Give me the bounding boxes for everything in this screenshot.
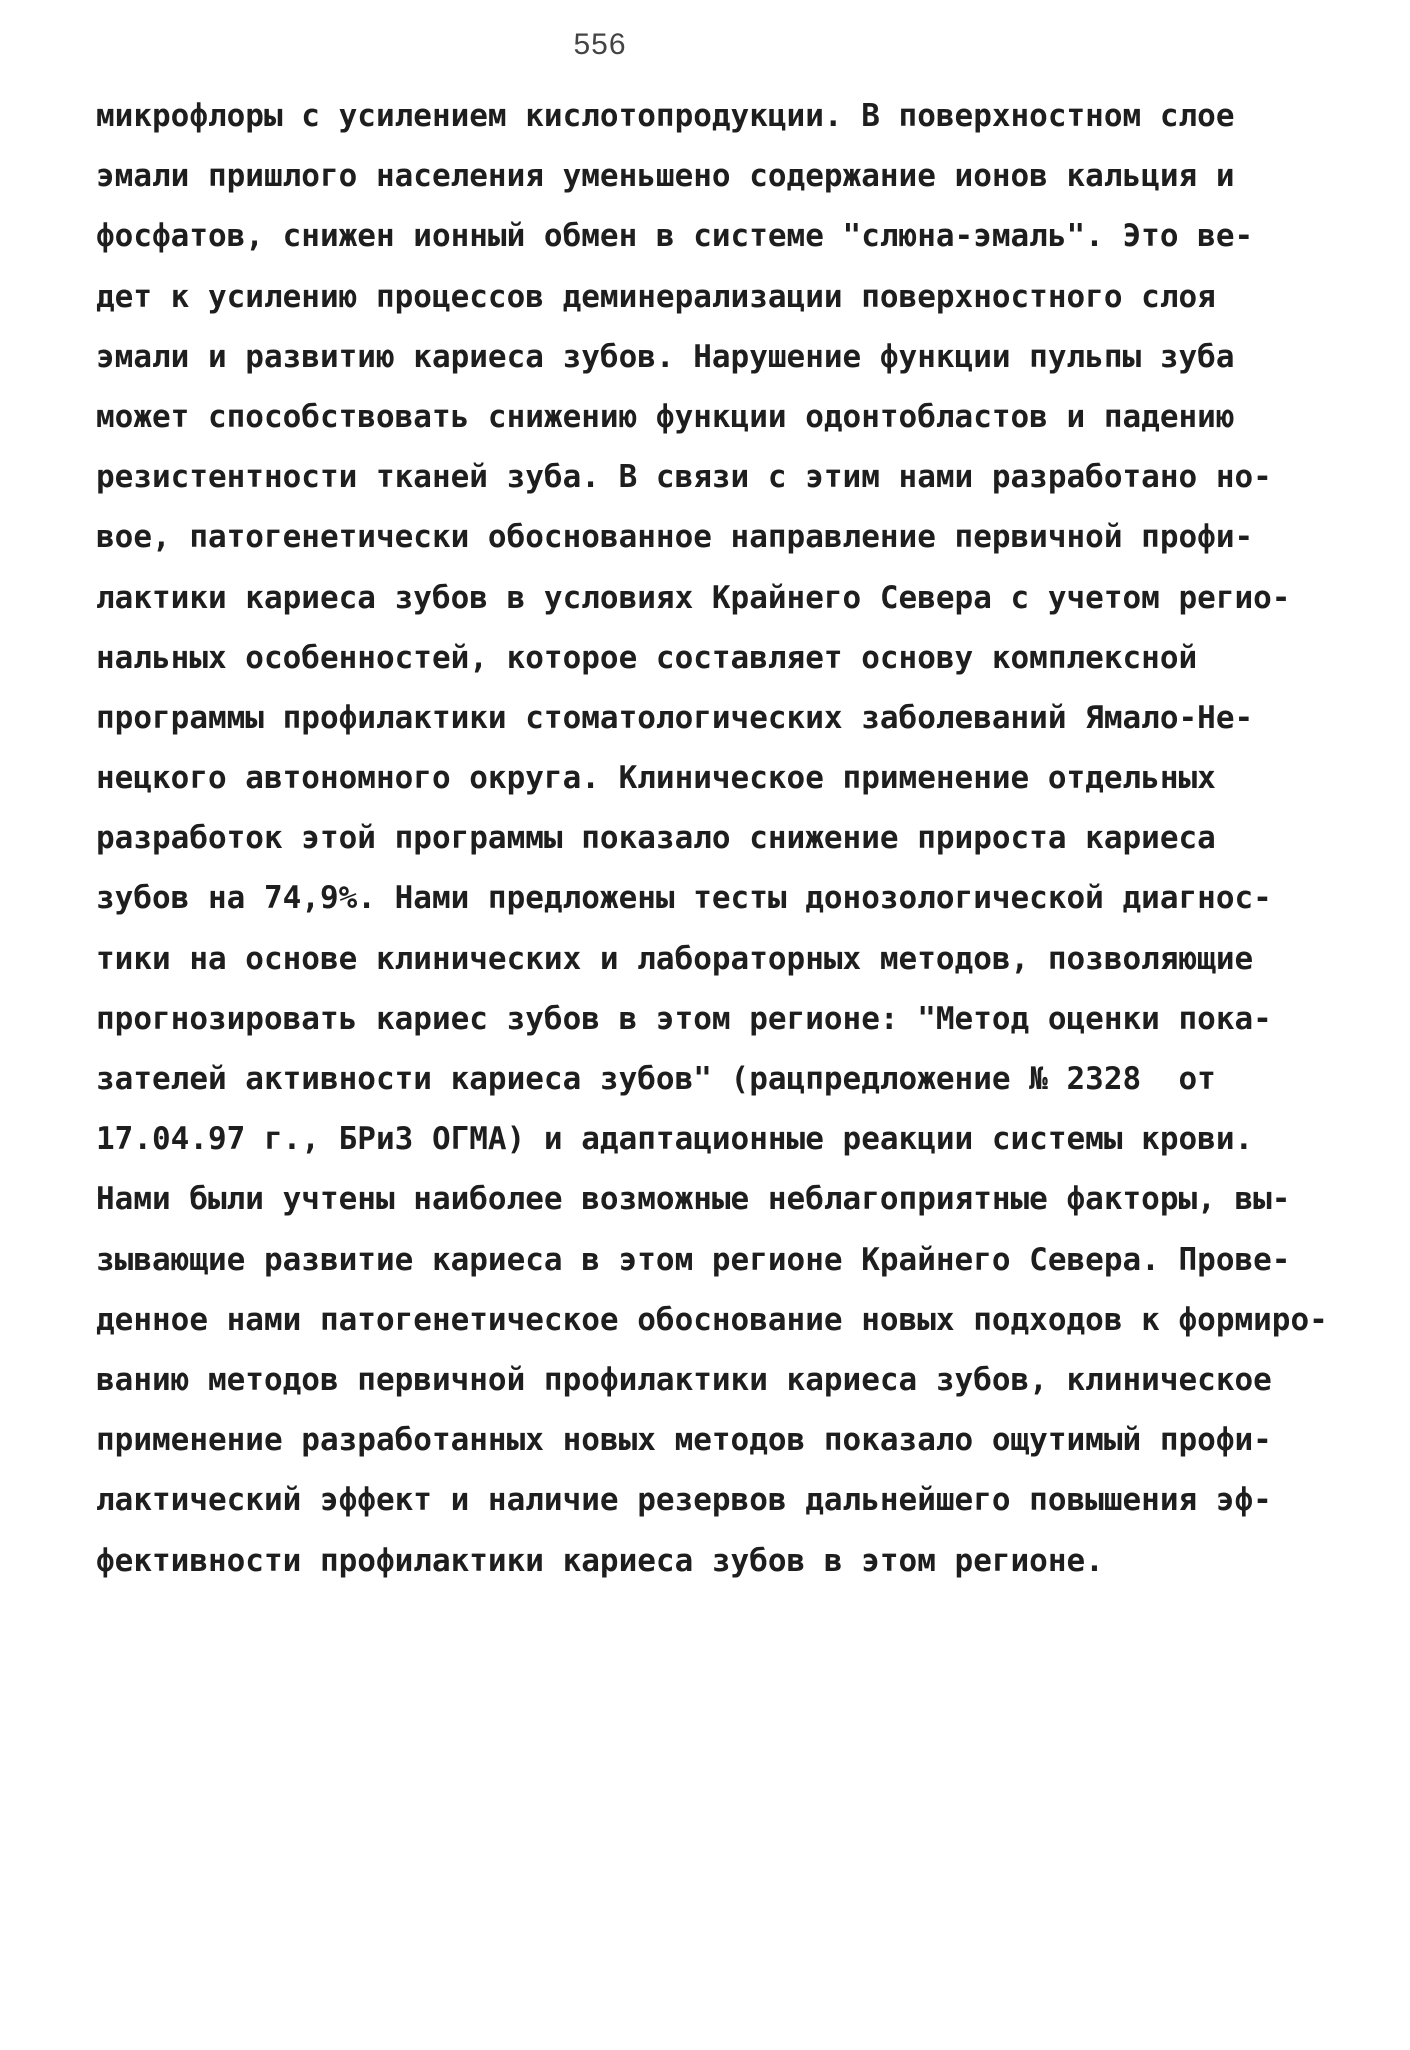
text-line: лактики кариеса зубов в условиях Крайнего Севера с учетом регио- — [96, 579, 1291, 616]
text-line: микрофлоры с усилением кислотопродукции. В поверхностном слое — [96, 98, 1235, 134]
text-line: эмали и развитию кариеса зубов. Нарушение функции пульпы зуба — [96, 338, 1235, 375]
text-line: нальных особенностей, которое составляет основу комплексной — [96, 639, 1198, 676]
text-line: тики на основе клинических и лабораторных методов, позволяющие — [96, 940, 1254, 977]
text-line: 17.04.97 г., БРиЗ ОГМА) и адаптационные реакции системы крови. — [96, 1121, 1254, 1158]
text-line: зателей активности кариеса зубов" (рацпредложение № 2328 от — [96, 1061, 1216, 1097]
text-line: зубов на 74,9%. Нами предложены тесты донозологической диагнос- — [96, 880, 1272, 917]
page-number: 556 — [573, 28, 627, 61]
text-line: разработок этой программы показало снижение прироста кариеса — [96, 820, 1216, 857]
text-line: фективности профилактики кариеса зубов в этом регионе. — [96, 1542, 1104, 1579]
text-line: программы профилактики стоматологических заболеваний Ямало-Не- — [96, 699, 1254, 736]
text-line: Нами были учтены наиболее возможные неблагоприятные факторы, вы- — [96, 1181, 1291, 1218]
text-line: применение разработанных новых методов показало ощутимый профи- — [96, 1422, 1272, 1459]
text-line: ванию методов первичной профилактики кариеса зубов, клиническое — [96, 1361, 1272, 1398]
text-line: эмали пришлого населения уменьшено содержание ионов кальция и — [96, 158, 1235, 195]
text-line: вое, патогенетически обоснованное направление первичной профи- — [96, 519, 1254, 556]
text-line: прогнозировать кариес зубов в этом регионе: "Метод оценки пока- — [96, 1000, 1272, 1037]
text-line: резистентности тканей зуба. В связи с этим нами разработано но- — [96, 459, 1272, 496]
text-line: нецкого автономного округа. Клиническое применение отдельных — [96, 760, 1216, 797]
text-line: фосфатов, снижен ионный обмен в системе "слюна-эмаль". Это ве- — [96, 218, 1254, 255]
text-line: зывающие развитие кариеса в этом регионе Крайнего Севера. Прове- — [96, 1241, 1291, 1278]
text-line: денное нами патогенетическое обоснование новых подходов к формиро- — [96, 1301, 1328, 1338]
text-line: может способствовать снижению функции одонтобластов и падению — [96, 398, 1235, 435]
body-text — [96, 90, 1336, 1595]
text-line: лактический эффект и наличие резервов дальнейшего повышения эф- — [96, 1482, 1272, 1519]
text-line: дет к усилению процессов деминерализации поверхностного слоя — [96, 278, 1216, 315]
